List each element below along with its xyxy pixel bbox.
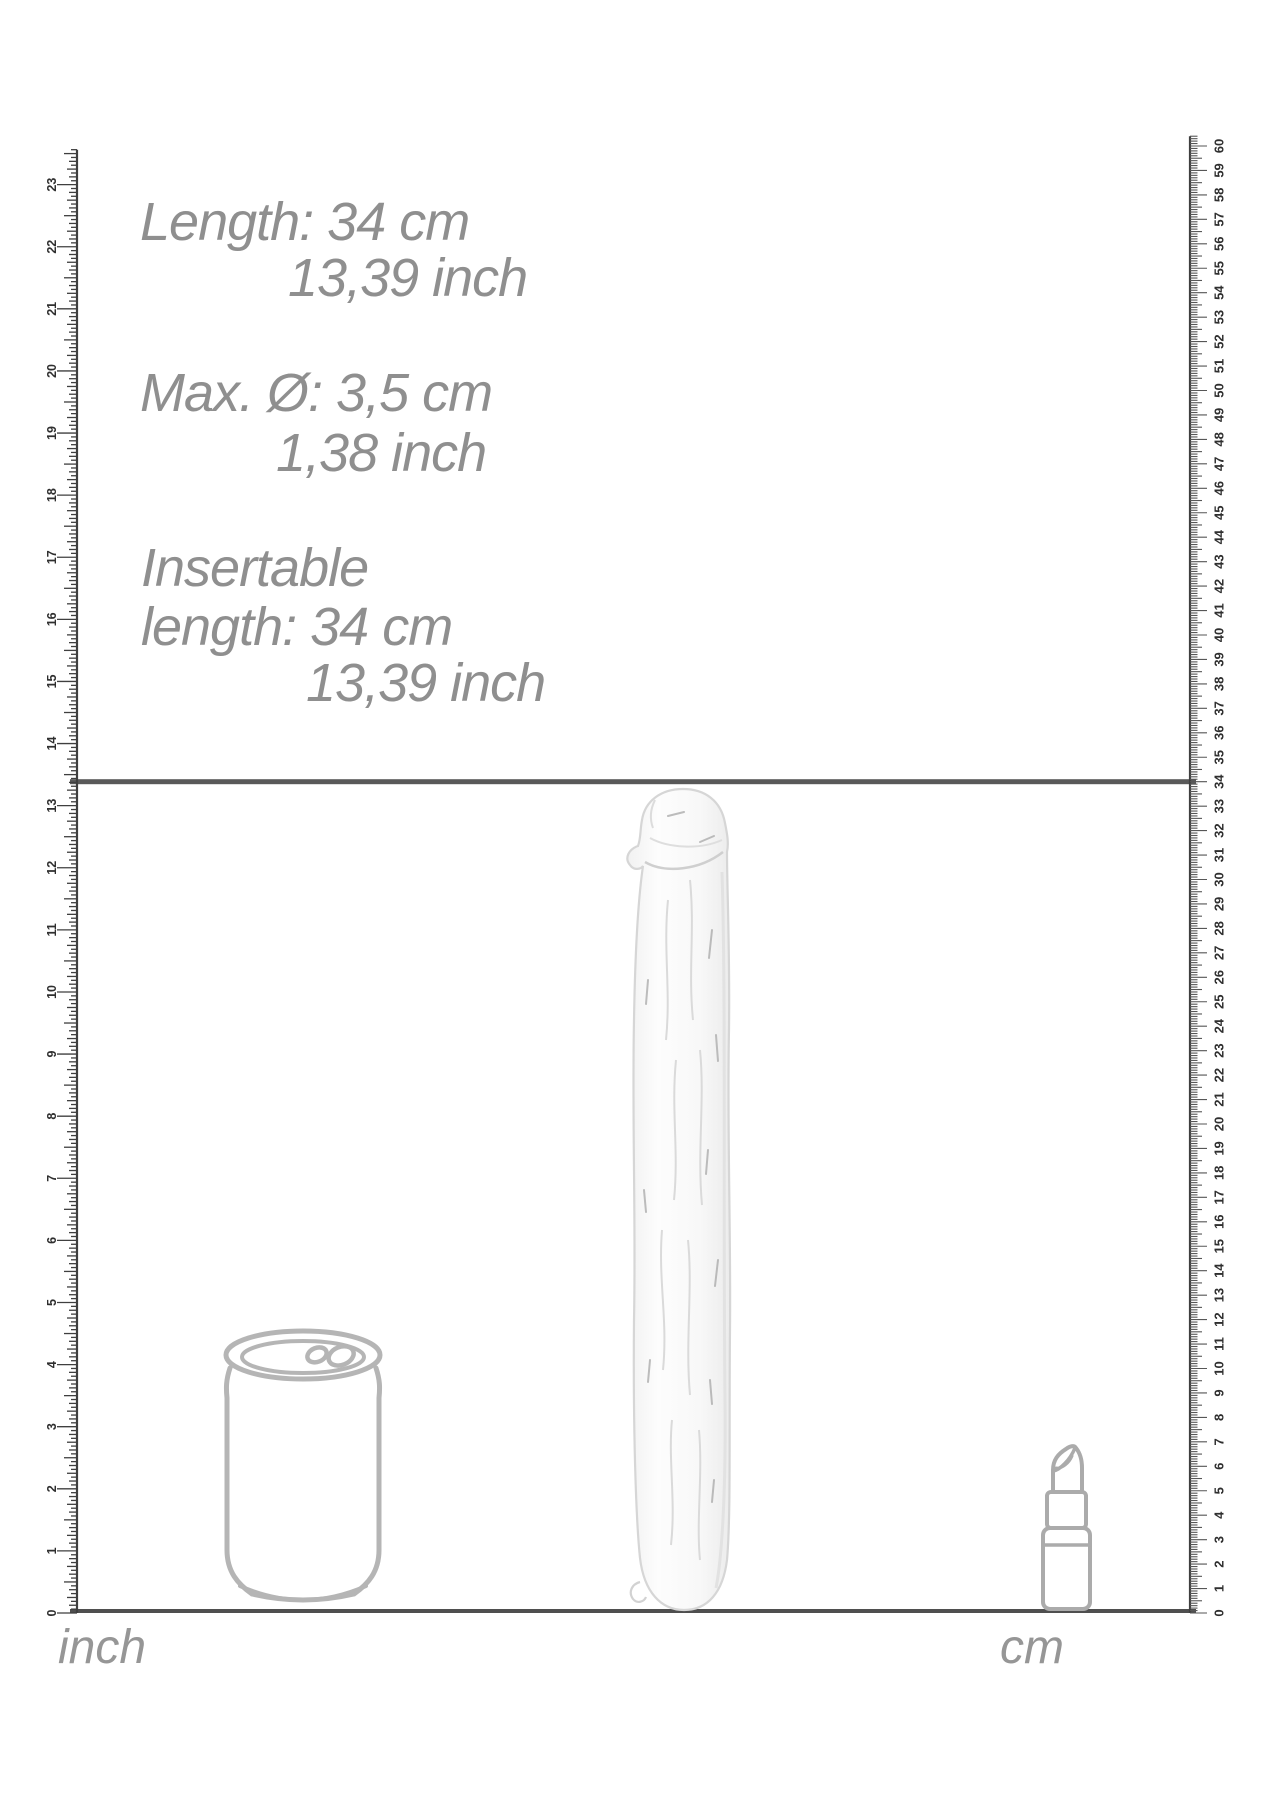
svg-text:28: 28 <box>1211 921 1227 936</box>
svg-text:2: 2 <box>1211 1560 1227 1568</box>
svg-text:41: 41 <box>1211 603 1227 618</box>
svg-text:22: 22 <box>45 239 59 254</box>
svg-text:18: 18 <box>1211 1165 1227 1181</box>
svg-text:19: 19 <box>1211 1141 1227 1156</box>
svg-text:22: 22 <box>1211 1067 1227 1083</box>
svg-text:9: 9 <box>1211 1389 1227 1397</box>
svg-text:13: 13 <box>1211 1287 1227 1303</box>
svg-text:17: 17 <box>45 550 59 565</box>
svg-text:57: 57 <box>1211 212 1227 227</box>
insertable-length-line <box>70 779 1196 784</box>
svg-text:25: 25 <box>1211 994 1227 1009</box>
svg-text:8: 8 <box>45 1112 59 1120</box>
diameter-inch-text: 1,38 inch <box>276 423 487 483</box>
svg-text:13: 13 <box>45 798 59 813</box>
svg-text:32: 32 <box>1211 823 1227 838</box>
svg-text:47: 47 <box>1211 456 1227 472</box>
svg-text:24: 24 <box>1211 1018 1227 1034</box>
svg-text:48: 48 <box>1211 432 1227 447</box>
svg-text:1: 1 <box>45 1547 59 1555</box>
svg-text:56: 56 <box>1211 236 1227 252</box>
svg-text:50: 50 <box>1211 383 1227 398</box>
svg-text:19: 19 <box>45 426 59 440</box>
insertable-word-text: Insertable <box>141 538 369 598</box>
svg-text:1: 1 <box>1211 1584 1227 1593</box>
svg-text:46: 46 <box>1211 481 1227 496</box>
length-inch-text: 13,39 inch <box>288 248 528 308</box>
inch-unit-label: inch <box>58 1621 147 1674</box>
svg-text:3: 3 <box>1211 1536 1227 1544</box>
svg-text:34: 34 <box>1211 774 1227 789</box>
soda-can-illustration <box>226 1331 380 1600</box>
baseline <box>70 1609 1196 1613</box>
svg-text:55: 55 <box>1211 261 1227 276</box>
svg-text:8: 8 <box>1211 1413 1227 1422</box>
svg-text:6: 6 <box>1211 1462 1227 1470</box>
svg-text:4: 4 <box>45 1361 59 1369</box>
svg-text:38: 38 <box>1211 676 1227 692</box>
svg-text:12: 12 <box>1211 1312 1227 1327</box>
length-cm-text: Length: 34 cm <box>140 192 470 252</box>
svg-text:58: 58 <box>1211 187 1227 203</box>
svg-text:21: 21 <box>1211 1092 1227 1107</box>
clear-dong-illustration <box>627 789 730 1610</box>
svg-text:7: 7 <box>45 1174 59 1182</box>
svg-text:18: 18 <box>45 488 59 503</box>
svg-text:2: 2 <box>45 1485 59 1493</box>
svg-text:11: 11 <box>45 923 59 937</box>
svg-text:12: 12 <box>45 860 59 875</box>
cm-unit-label: cm <box>1000 1621 1064 1674</box>
svg-text:23: 23 <box>1211 1043 1227 1058</box>
svg-text:0: 0 <box>45 1609 59 1617</box>
svg-text:0: 0 <box>1211 1609 1227 1617</box>
svg-text:27: 27 <box>1211 945 1227 961</box>
diameter-cm-text: Max. Ø: 3,5 cm <box>140 363 493 423</box>
svg-text:20: 20 <box>1211 1116 1227 1132</box>
svg-text:5: 5 <box>45 1299 59 1306</box>
svg-text:60: 60 <box>1211 138 1227 154</box>
svg-text:16: 16 <box>45 612 59 627</box>
svg-text:54: 54 <box>1211 285 1227 300</box>
svg-text:17: 17 <box>1211 1190 1227 1205</box>
svg-text:20: 20 <box>45 363 59 378</box>
svg-text:11: 11 <box>1211 1337 1227 1351</box>
svg-text:35: 35 <box>1211 750 1227 765</box>
svg-text:14: 14 <box>45 736 59 751</box>
insertable-inch-text: 13,39 inch <box>306 653 546 713</box>
svg-text:23: 23 <box>45 177 59 192</box>
insertable-cm-text: length: 34 cm <box>141 597 453 657</box>
lipstick-illustration <box>1043 1446 1090 1609</box>
svg-text:9: 9 <box>45 1050 59 1058</box>
svg-text:45: 45 <box>1211 505 1227 520</box>
svg-text:31: 31 <box>1211 847 1227 863</box>
svg-text:36: 36 <box>1211 725 1227 741</box>
svg-text:14: 14 <box>1211 1263 1227 1278</box>
svg-text:15: 15 <box>1211 1239 1227 1254</box>
svg-text:59: 59 <box>1211 163 1227 178</box>
svg-text:7: 7 <box>1211 1438 1227 1446</box>
svg-text:29: 29 <box>1211 896 1227 912</box>
svg-text:21: 21 <box>45 301 59 316</box>
svg-text:16: 16 <box>1211 1214 1227 1230</box>
svg-text:26: 26 <box>1211 970 1227 985</box>
svg-text:49: 49 <box>1211 407 1227 423</box>
svg-text:15: 15 <box>45 674 59 689</box>
svg-text:40: 40 <box>1211 627 1227 643</box>
svg-text:10: 10 <box>45 985 59 999</box>
svg-text:53: 53 <box>1211 309 1227 325</box>
svg-text:52: 52 <box>1211 334 1227 349</box>
svg-text:3: 3 <box>45 1423 59 1431</box>
inch-ruler <box>45 150 77 1617</box>
svg-text:10: 10 <box>1211 1361 1227 1376</box>
svg-text:44: 44 <box>1211 529 1227 545</box>
svg-text:5: 5 <box>1211 1487 1227 1495</box>
svg-text:39: 39 <box>1211 652 1227 667</box>
svg-text:37: 37 <box>1211 701 1227 716</box>
svg-text:33: 33 <box>1211 798 1227 814</box>
cm-ruler <box>1190 136 1227 1616</box>
svg-text:42: 42 <box>1211 578 1227 594</box>
svg-text:6: 6 <box>45 1236 59 1244</box>
svg-text:43: 43 <box>1211 554 1227 569</box>
svg-text:51: 51 <box>1211 358 1227 374</box>
svg-text:4: 4 <box>1211 1511 1227 1519</box>
svg-text:30: 30 <box>1211 872 1227 887</box>
